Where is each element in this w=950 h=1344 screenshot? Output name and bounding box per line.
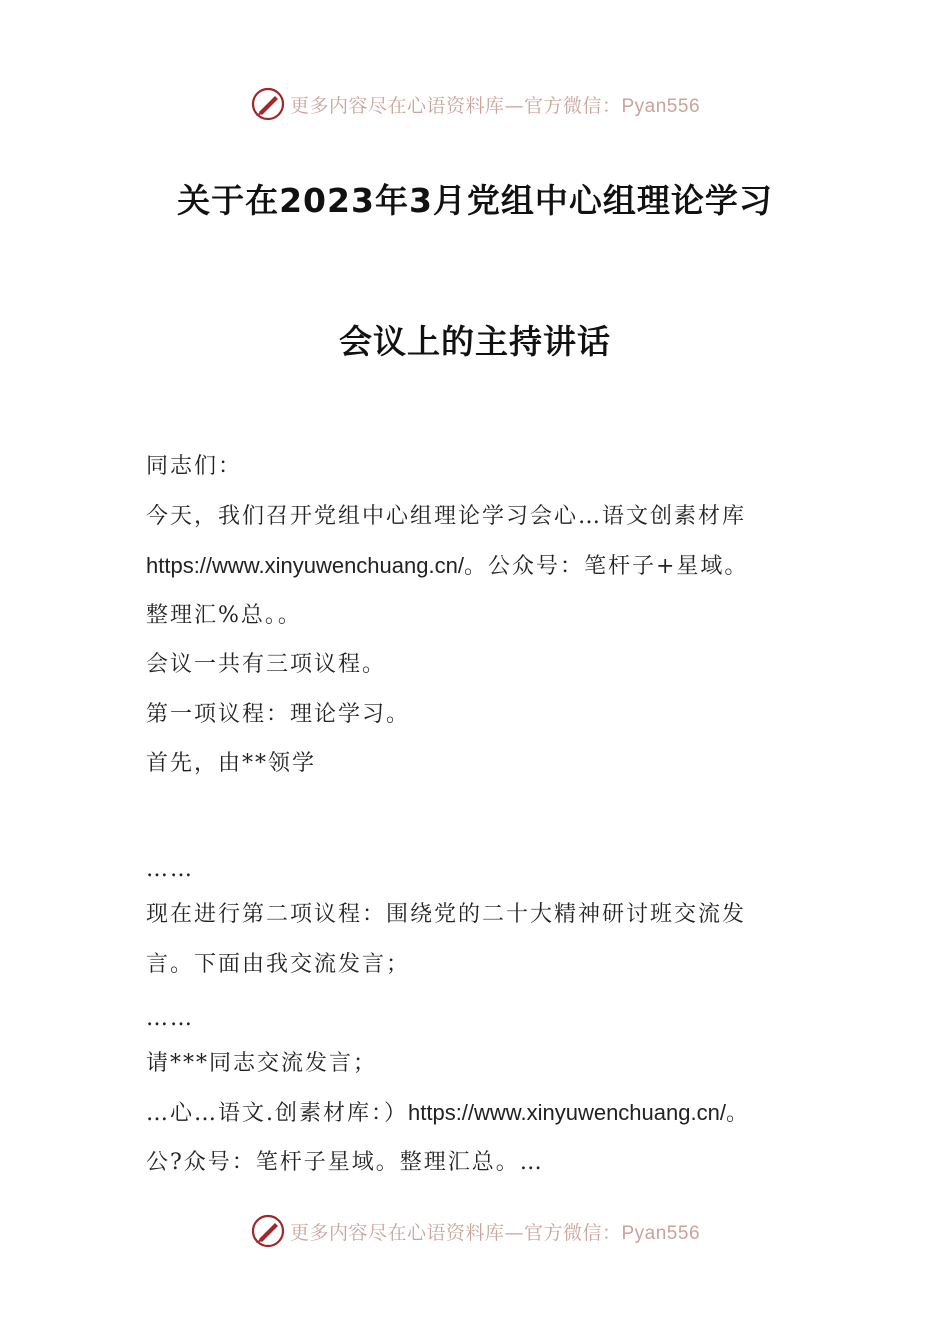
pen-logo-icon	[250, 1213, 286, 1249]
watermark-text: 更多内容尽在心语资料库—官方微信：Pyan556	[289, 94, 701, 117]
paragraph-url-line: https://www.xinyuwenchuang.cn/。公众号：笔杆子+星域。	[146, 553, 749, 579]
paragraph-summary: 整理汇%总。。	[146, 603, 302, 628]
document-title-line2: 会议上的主持讲话	[339, 322, 611, 361]
paragraph-agenda-two-cont: 言。下面由我交流发言；	[146, 952, 411, 977]
document-title-line1: 关于在2023年3月党组中心组理论学习	[177, 181, 773, 220]
watermark-text: 更多内容尽在心语资料库—官方微信：Pyan556	[289, 1221, 701, 1244]
paragraph-agenda-count: 会议一共有三项议程。	[146, 652, 387, 677]
header-watermark	[0, 84, 950, 124]
source-url-2: https://www.xinyuwenchuang.cn/	[408, 1100, 726, 1125]
ellipsis-1: ……	[146, 857, 194, 882]
paragraph-opening: 今天，我们召开党组中心组理论学习会心…语文创素材库	[146, 504, 747, 529]
paragraph-agenda-two: 现在进行第二项议程：围绕党的二十大精神研讨班交流发	[146, 902, 747, 927]
source-url: https://www.xinyuwenchuang.cn/	[146, 553, 464, 578]
ellipsis-2: ……	[146, 1006, 194, 1031]
paragraph-source: …心…语文.创素材库：）https://www.xinyuwenchuang.cn/。	[146, 1100, 750, 1126]
paragraph-agenda-one: 第一项议程：理论学习。	[146, 702, 411, 727]
salutation: 同志们：	[146, 454, 243, 479]
pen-logo-icon	[250, 86, 286, 122]
paragraph-account: 公?众号：笔杆子星域。整理汇总。…	[146, 1150, 544, 1175]
paragraph-invite-speaker: 请***同志交流发言；	[146, 1051, 378, 1076]
paragraph-lead-study: 首先，由**领学	[146, 751, 317, 776]
footer-watermark	[0, 1211, 950, 1251]
